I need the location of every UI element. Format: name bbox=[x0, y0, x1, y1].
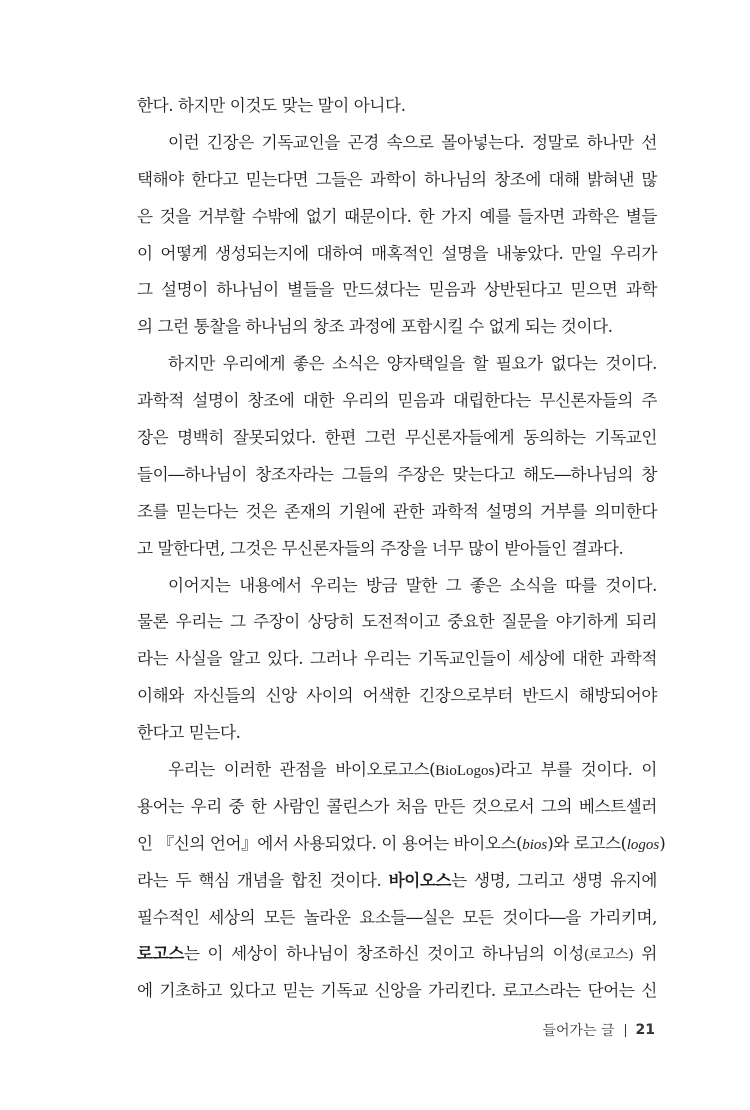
text-line: 이해와 자신들의 신앙 사이의 어색한 긴장으로부터 반드시 해방되어야 bbox=[137, 686, 657, 706]
latin-term-wrap bbox=[522, 837, 547, 853]
body-text bbox=[137, 88, 666, 1010]
latin-term-wrap bbox=[627, 837, 660, 853]
text-line: 장은 명백히 잘못되었다. 한편 그런 무신론자들에게 동의하는 기독교인 bbox=[137, 428, 657, 448]
text-run: 라는 두 핵심 개념을 합친 것이다. bbox=[137, 870, 389, 890]
text-line bbox=[137, 863, 657, 900]
text-run: 우리는 이러한 관점을 바이오로고스( bbox=[168, 760, 436, 780]
text-line: 한다고 믿는다. bbox=[137, 723, 241, 743]
text-line: 이어지는 내용에서 우리는 방금 말한 그 좋은 소식을 따를 것이다. bbox=[168, 575, 657, 595]
text-line: 들이―하나님이 창조자라는 그들의 주장은 맞는다고 해도―하나님의 창 bbox=[137, 464, 657, 484]
text-run: )와 로고스( bbox=[547, 833, 627, 853]
text-line: 고 말한다면, 그것은 무신론자들의 주장을 너무 많이 받아들인 결과다. bbox=[137, 538, 624, 558]
page-number: 21 bbox=[635, 1022, 655, 1038]
text-run: ) bbox=[659, 833, 666, 853]
text-run: )라고 부를 것이다. 이 bbox=[494, 760, 657, 780]
text-line: 물론 우리는 그 주장이 상당히 도전적이고 중요한 질문을 야기하게 되리 bbox=[137, 612, 657, 632]
text-line: 이런 긴장은 기독교인을 곤경 속으로 몰아넣는다. 정말로 하나만 선 bbox=[168, 132, 657, 152]
text-line: 택해야 한다고 믿는다면 그들은 과학이 하나님의 창조에 대해 밝혀낸 많 bbox=[137, 169, 657, 189]
text-line bbox=[137, 936, 657, 973]
text-line: 의 그런 통찰을 하나님의 창조 과정에 포함시킬 수 없게 되는 것이다. bbox=[137, 317, 613, 337]
text-line: 에 기초하고 있다고 믿는 기독교 신앙을 가리킨다. 로고스라는 단어는 신 bbox=[137, 981, 657, 1001]
text-line: 필수적인 세상의 모든 놀라운 요소들―실은 모든 것이다―을 가리키며, bbox=[137, 907, 657, 927]
page-footer bbox=[542, 1020, 655, 1040]
text-run: 는 이 세상이 하나님이 창조하신 것이고 하나님의 이성 bbox=[183, 944, 584, 964]
latin-term-bios: bios bbox=[522, 836, 548, 853]
latin-term: BioLogos bbox=[435, 763, 495, 780]
text-line: 라는 사실을 알고 있다. 그러나 우리는 기독교인들이 세상에 대한 과학적 bbox=[137, 649, 657, 669]
footer-divider bbox=[625, 1024, 626, 1037]
text-line: 과학적 설명이 창조에 대한 우리의 믿음과 대립한다는 무신론자들의 주 bbox=[137, 391, 657, 411]
bold-term-bios: 바이오스 bbox=[388, 870, 452, 890]
text-line: 용어는 우리 중 한 사람인 콜린스가 처음 만든 것으로서 그의 베스트셀러 bbox=[137, 796, 657, 816]
text-line: 한다. 하지만 이것도 맞는 말이 아니다. bbox=[137, 96, 406, 115]
text-run: 인 『신의 언어』에서 사용되었다. 이 용어는 바이오스( bbox=[137, 833, 523, 853]
text-line bbox=[137, 752, 657, 789]
latin-term-logos: logos bbox=[626, 836, 660, 853]
section-title: 들어가는 글 bbox=[542, 1023, 615, 1039]
text-line bbox=[137, 826, 666, 863]
text-line: 조를 믿는다는 것은 존재의 기원에 관한 과학적 설명의 거부를 의미한다 bbox=[137, 501, 657, 521]
text-line: 그 설명이 하나님이 별들을 만드셨다는 믿음과 상반된다고 믿으면 과학 bbox=[137, 280, 657, 300]
text-line: 은 것을 거부할 수밖에 없기 때문이다. 한 가지 예를 들자면 과학은 별들 bbox=[137, 206, 657, 226]
text-line: 이 어떻게 생성되는지에 대하여 매혹적인 설명을 내놓았다. 만일 우리가 bbox=[137, 243, 657, 263]
small-note: (로고스) bbox=[583, 947, 634, 964]
text-run: 는 생명, 그리고 생명 유지에 bbox=[451, 870, 657, 890]
bold-term-logos: 로고스 bbox=[137, 944, 184, 964]
text-line: 하지만 우리에게 좋은 소식은 양자택일을 할 필요가 없다는 것이다. bbox=[168, 354, 657, 374]
text-run: 위 bbox=[633, 944, 657, 964]
